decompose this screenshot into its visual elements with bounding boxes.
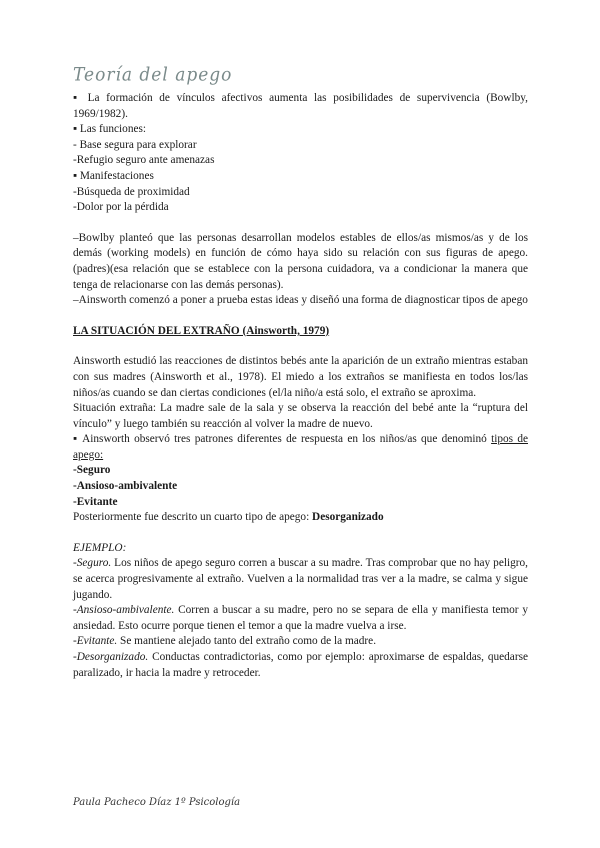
attachment-types-link: tipos de apego:	[73, 433, 528, 461]
intro-line: ▪ Las funciones:	[73, 123, 147, 136]
intro-line: ▪ Manifestaciones	[73, 169, 154, 182]
ainsworth-study: Ainsworth estudió las reacciones de distintos bebés ante la aparición de un extraño mientras estaban con sus madres (Ainsworth et al., 1978). El miedo a los extraños se manifiesta en todos los/las niños/as cuando se dan ciertas condiciones (el/la niño/a está solo, el extraño se aproxima.	[73, 355, 528, 399]
example-label: -Seguro.	[73, 557, 112, 570]
example-text: Conductas contradictorias, como por ejemplo: aproximarse de espaldas, quedarse paralizado, ir hacia la madre y retroceder.	[73, 651, 528, 679]
page-title: Teoría del apego	[73, 64, 233, 86]
patterns-text	[73, 432, 528, 463]
type-item: -Evitante	[73, 495, 118, 508]
example-label: -Ansioso-ambivalente.	[73, 604, 175, 617]
intro-line: - Base segura para explorar	[73, 138, 197, 151]
example-heading: EJEMPLO:	[73, 541, 127, 554]
example-label: -Desorganizado.	[73, 651, 149, 663]
fourth-type-label: Posteriormente fue descrito un cuarto tipo de apego:	[73, 511, 313, 524]
patterns-label: ▪ Ainsworth observó tres patrones diferentes de respuesta en los niños/as que denominó	[73, 433, 492, 446]
example-item	[73, 556, 528, 603]
intro-line: -Refugio seguro ante amenazas	[73, 154, 215, 167]
example-text: Corren a buscar a su madre, pero no se separa de ella y manifiesta temor y ansiedad. Esto ocurre porque tienen el temor a que la madre vuelva a irse.	[73, 604, 528, 632]
type-item: -Seguro	[73, 464, 111, 477]
example-label: -Evitante.	[73, 635, 118, 648]
fourth-type-name: Desorganizado	[312, 511, 384, 524]
example-text: Los niños de apego seguro corren a buscar a su madre. Tras comprobar que no hay peligro, se acerca progresivamente al extraño. Vuelven a la normalidad tras ver a la madre, se calma y sigue jugando.	[73, 557, 528, 601]
intro-line: -Dolor por la pérdida	[73, 201, 169, 214]
example-item	[73, 650, 528, 681]
bowlby-paragraph: –Bowlby planteó que las personas desarrollan modelos estables de ellos/as mismos/as y de los demás (working models) en función de cómo haya sido su relación con sus figuras de apego.(padres)(esa relación que se establece con la persona cuidadora, va a condicionar la manera que tenga de relacionarse con las demás personas).	[73, 231, 528, 291]
section-title: LA SITUACIÓN DEL EXTRAÑO (Ainsworth, 1979)	[73, 324, 330, 337]
document-page	[73, 66, 528, 681]
type-item: -Ansioso-ambivalente	[73, 480, 178, 493]
example-item	[73, 634, 528, 650]
intro-line: ▪ La formación de vínculos afectivos aumenta las posibilidades de supervivencia (Bowlby, 1969/1982).	[73, 92, 528, 120]
intro-list	[73, 91, 528, 216]
example-text: Se mantiene alejado tanto del extraño como de la madre.	[117, 635, 377, 648]
intro-line: -Búsqueda de proximidad	[73, 185, 190, 198]
ainsworth-intro: –Ainsworth comenzó a poner a prueba estas ideas y diseñó una forma de diagnosticar tipos de apego	[73, 294, 528, 307]
page-footer: Paula Pacheco Díaz 1º Psicología	[73, 797, 241, 808]
fourth-type	[73, 510, 528, 526]
situation-text: Situación extraña: La madre sale de la sala y se observa la reacción del bebé ante la “ruptura del vínculo” y luego también su reacción al volver la madre de nuevo.	[73, 402, 528, 430]
example-item	[73, 603, 528, 634]
